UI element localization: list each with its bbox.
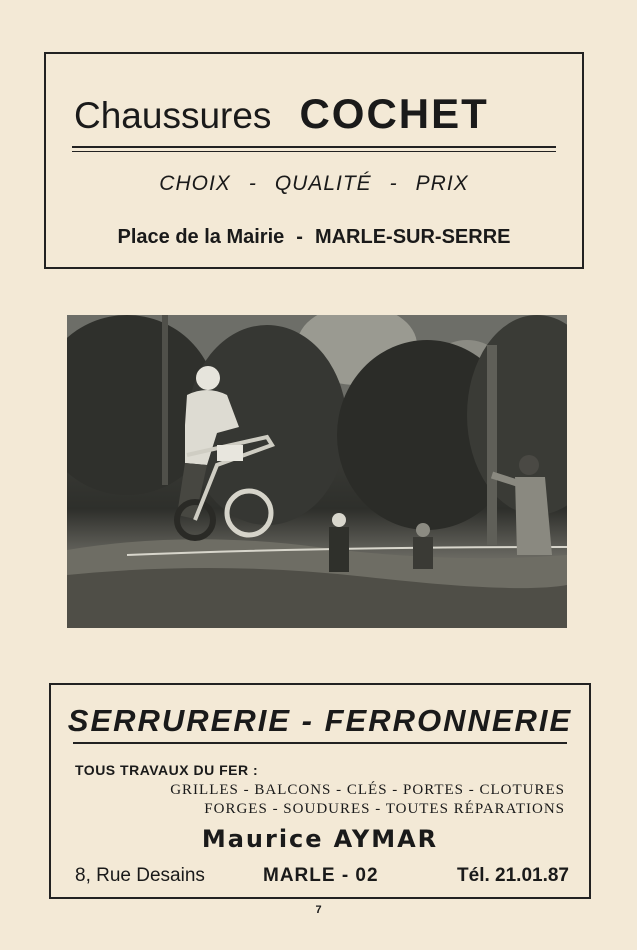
tagline-word: QUALITÉ — [274, 172, 372, 195]
owner-last-name: AYMAR — [333, 825, 439, 853]
divider — [73, 742, 567, 744]
ad-aymar-services-line2: FORGES - SOUDURES - TOUTES RÉPARATIONS — [204, 801, 565, 817]
page-number: 7 — [315, 904, 322, 916]
motocross-photo-drawing — [67, 315, 567, 628]
ad-cochet-name-regular: Chaussures — [74, 95, 272, 136]
ad-cochet-tagline — [46, 172, 582, 196]
ad-cochet-name-bold: COCHET — [299, 90, 489, 137]
ad-aymar — [49, 683, 591, 899]
address-separator: - — [296, 226, 303, 248]
tree-trunk — [487, 345, 497, 545]
tagline-word: CHOIX — [159, 172, 231, 195]
address-place: Place de la Mairie — [117, 226, 285, 248]
tagline-separator: - — [389, 172, 398, 195]
tree-trunk — [162, 315, 168, 485]
phone-number: Tél. 21.01.87 — [457, 865, 569, 886]
divider — [72, 146, 556, 148]
address-town: MARLE-SUR-SERRE — [314, 226, 511, 248]
owner-first-name: Maurice — [201, 825, 324, 853]
tagline-separator: - — [248, 172, 257, 195]
spectator — [329, 513, 349, 572]
street-address: 8, Rue Desains — [75, 865, 205, 886]
city: MARLE - 02 — [263, 865, 379, 886]
ad-aymar-title: SERRURERIE - FERRONNERIE — [67, 703, 573, 738]
tagline-word: PRIX — [415, 172, 469, 195]
ad-aymar-intro: TOUS TRAVAUX DU FER : — [75, 762, 259, 778]
ad-cochet — [44, 52, 584, 269]
ad-aymar-owner — [51, 825, 589, 853]
divider — [72, 151, 556, 152]
ad-cochet-address — [46, 226, 582, 249]
ad-aymar-services-line1: GRILLES - BALCONS - CLÉS - PORTES - CLOTURES — [170, 782, 565, 798]
motocross-photo — [67, 315, 567, 628]
ad-cochet-title — [74, 90, 489, 138]
